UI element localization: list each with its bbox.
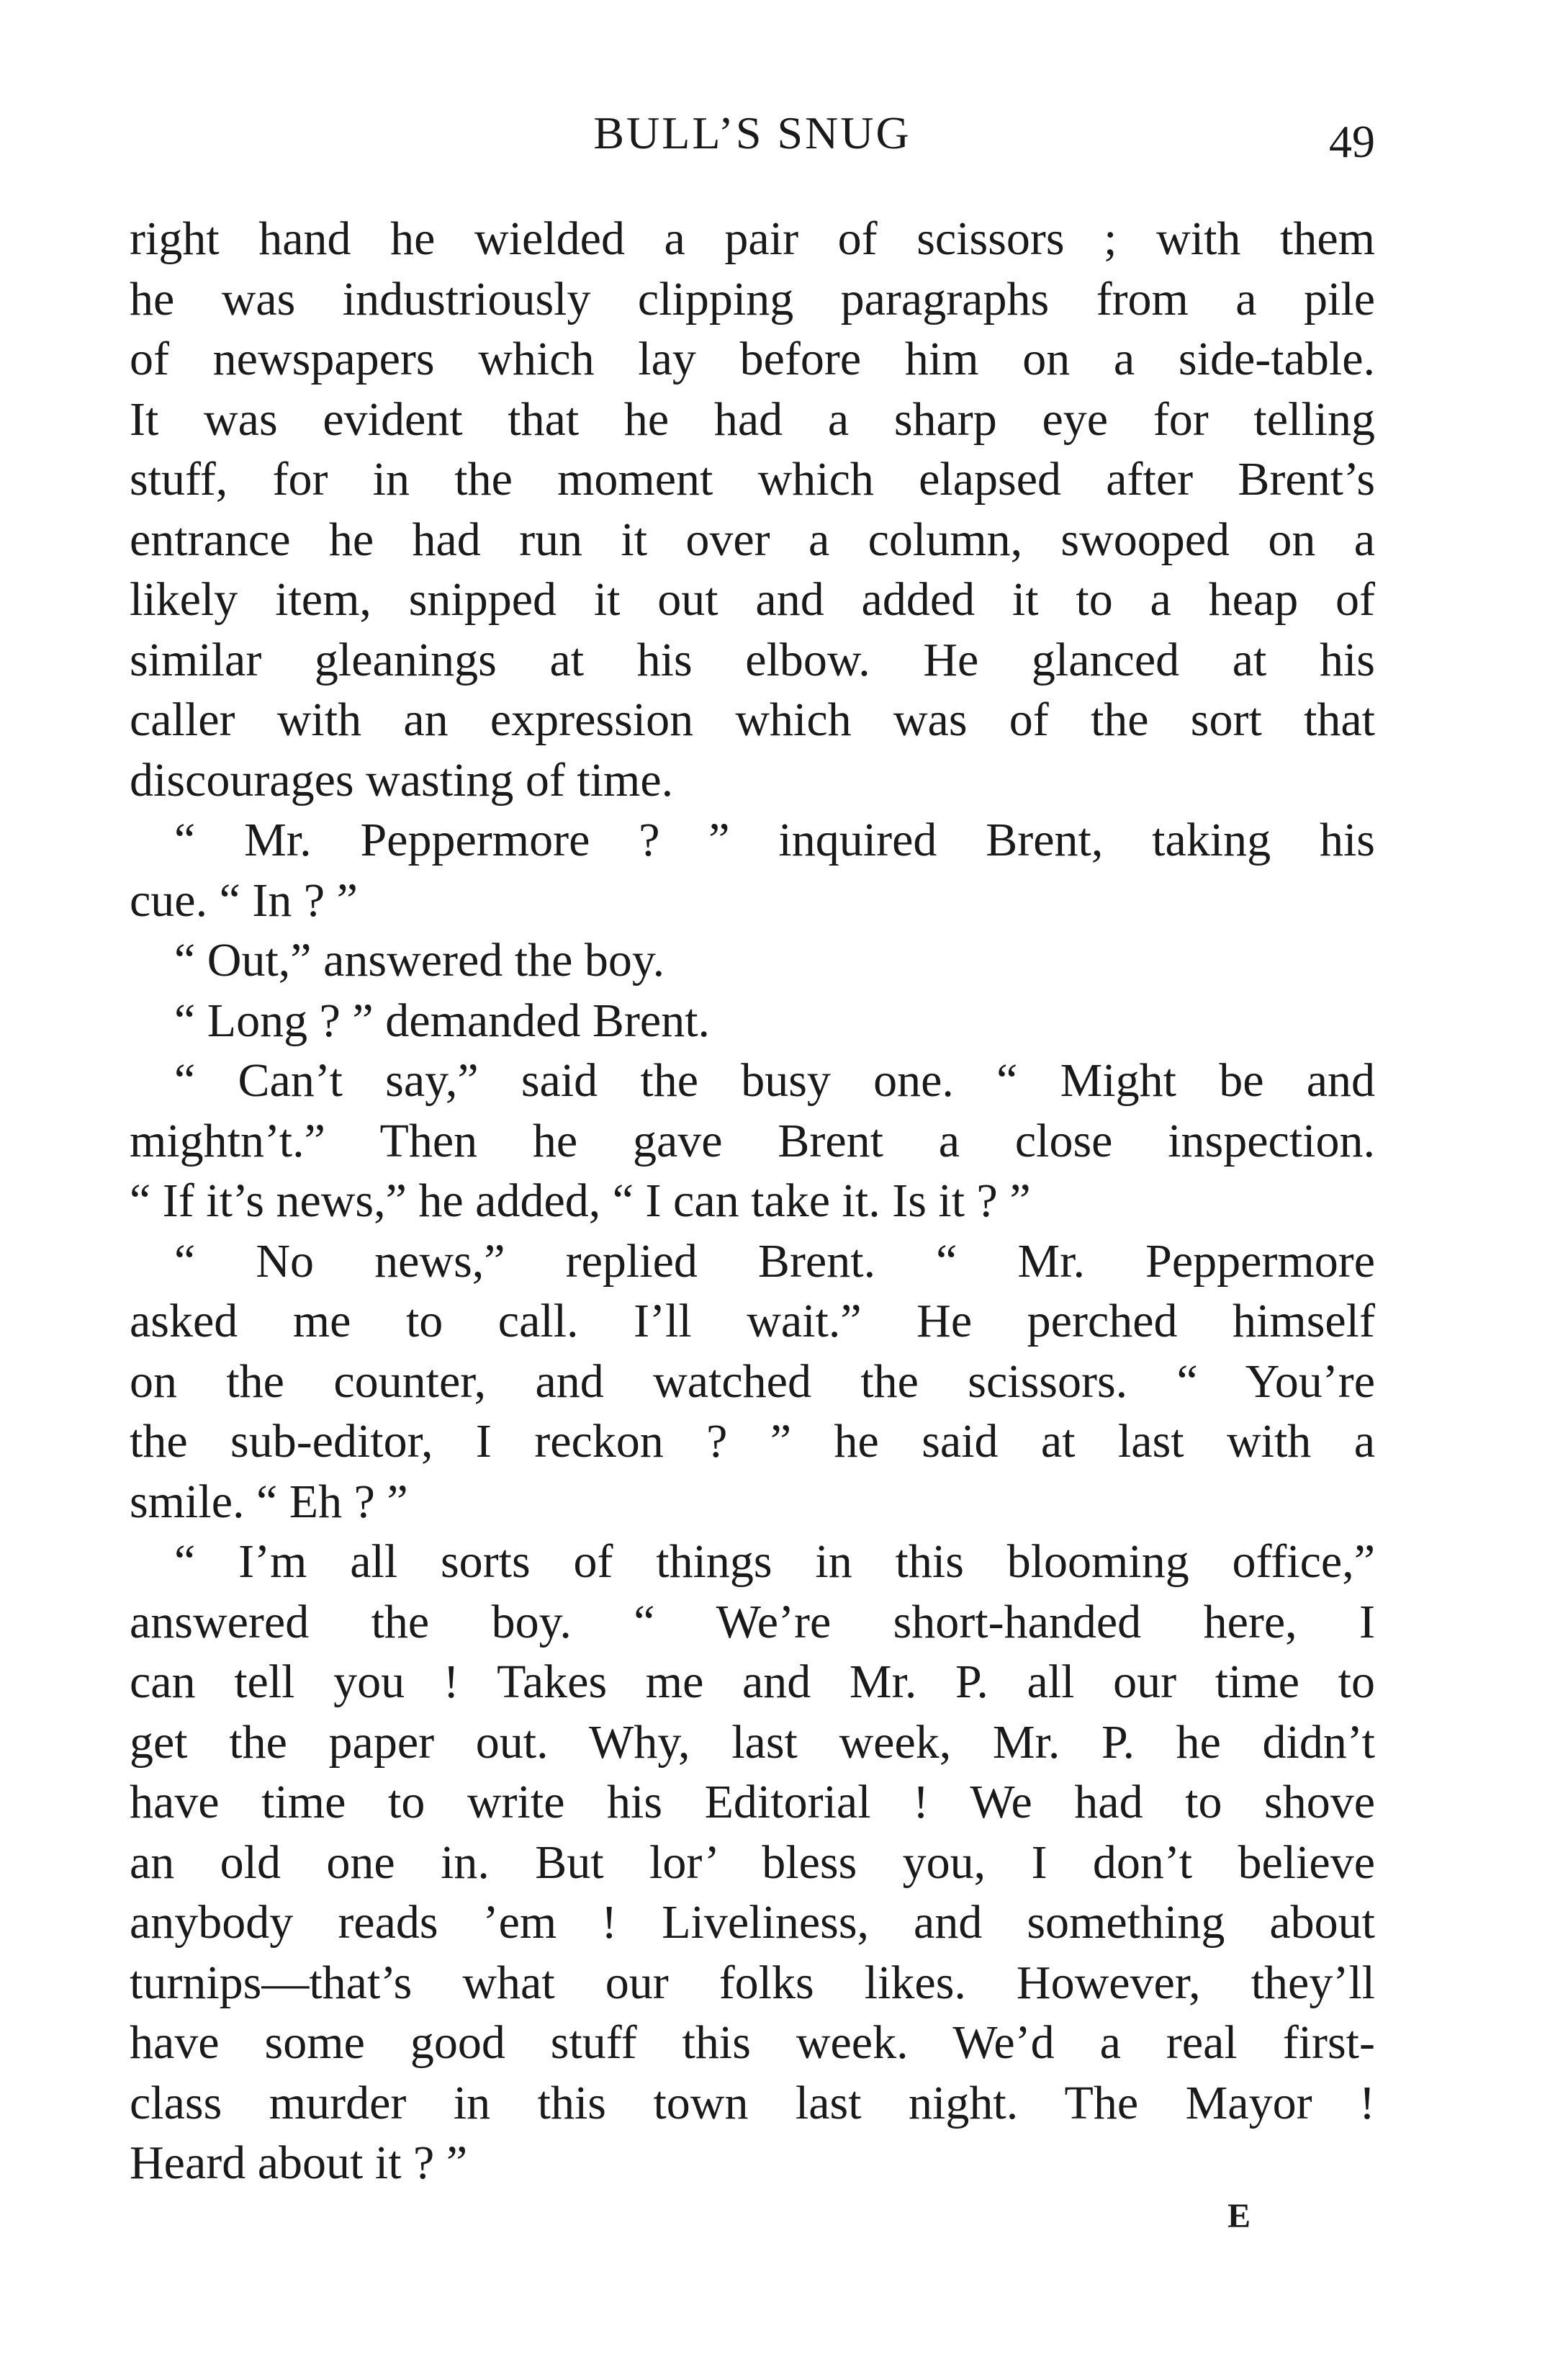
text-line: stuff, for in the moment which elapsed after Brent’s [130, 453, 1375, 506]
text-line: cue. “ In ? ” [130, 873, 358, 927]
text-line: class murder in this town last night. The Mayor ! [130, 2076, 1375, 2129]
text-line: turnips—that’s what our folks likes. However, they’ll [130, 1956, 1375, 2009]
text-line: It was evident that he had a sharp eye for telling [130, 392, 1375, 446]
running-title: BULL’S SNUG [593, 107, 911, 158]
text-line: likely item, snipped it out and added it to a heap of [130, 573, 1375, 626]
text-line: “ Long ? ” demanded Brent. [174, 994, 711, 1047]
text-line: Heard about it ? ” [130, 2137, 468, 2189]
text-line: entrance he had run it over a column, swooped on a [130, 513, 1375, 566]
text-line: of newspapers which lay before him on a side-table. [130, 333, 1375, 385]
text-line: can tell you ! Takes me and Mr. P. all our time to [130, 1656, 1375, 1708]
text-line: “ Can’t say,” said the busy one. “ Might be and [174, 1054, 1375, 1107]
text-line: discourages wasting of time. [130, 753, 674, 807]
text-line: asked me to call. I’ll wait.” He perched himself [130, 1295, 1375, 1347]
text-line: “ Mr. Peppermore ? ” inquired Brent, taking his [174, 814, 1375, 866]
text-line: mightn’t.” Then he gave Brent a close inspection. [130, 1114, 1375, 1167]
text-line: “ I’m all sorts of things in this blooming office,” [174, 1535, 1375, 1588]
text-line: an old one in. But lor’ bless you, I don’t believe [130, 1836, 1375, 1889]
text-line: have some good stuff this week. We’d a real first- [130, 2016, 1375, 2069]
text-line: anybody reads ’em ! Liveliness, and something about [130, 1896, 1375, 1949]
text-line: he was industriously clipping paragraphs from a pile [130, 272, 1375, 325]
text-line: “ Out,” answered the boy. [174, 934, 665, 987]
text-line: answered the boy. “ We’re short-handed here, I [130, 1595, 1375, 1648]
text-line: “ No news,” replied Brent. “ Mr. Peppermore [174, 1234, 1375, 1288]
text-line: have time to write his Editorial ! We had to shove [130, 1776, 1375, 1828]
text-line: get the paper out. Why, last week, Mr. P. he didn’t [130, 1715, 1375, 1769]
body-text [130, 209, 1375, 2193]
running-head [130, 101, 1375, 166]
text-line: on the counter, and watched the scissors. “ You’re [130, 1355, 1375, 1408]
page-number: 49 [1329, 116, 1375, 167]
text-line: caller with an expression which was of the sort that [130, 693, 1375, 746]
signature-mark: E [1227, 2197, 1252, 2235]
text-line: smile. “ Eh ? ” [130, 1475, 408, 1528]
text-line: “ If it’s news,” he added, “ I can take it. Is it ? ” [130, 1174, 1031, 1227]
text-line: right hand he wielded a pair of scissors ; with them [130, 212, 1375, 265]
text-line: the sub-editor, I reckon ? ” he said at last with a [130, 1415, 1375, 1468]
text-line: similar gleanings at his elbow. He glanced at his [130, 633, 1375, 686]
